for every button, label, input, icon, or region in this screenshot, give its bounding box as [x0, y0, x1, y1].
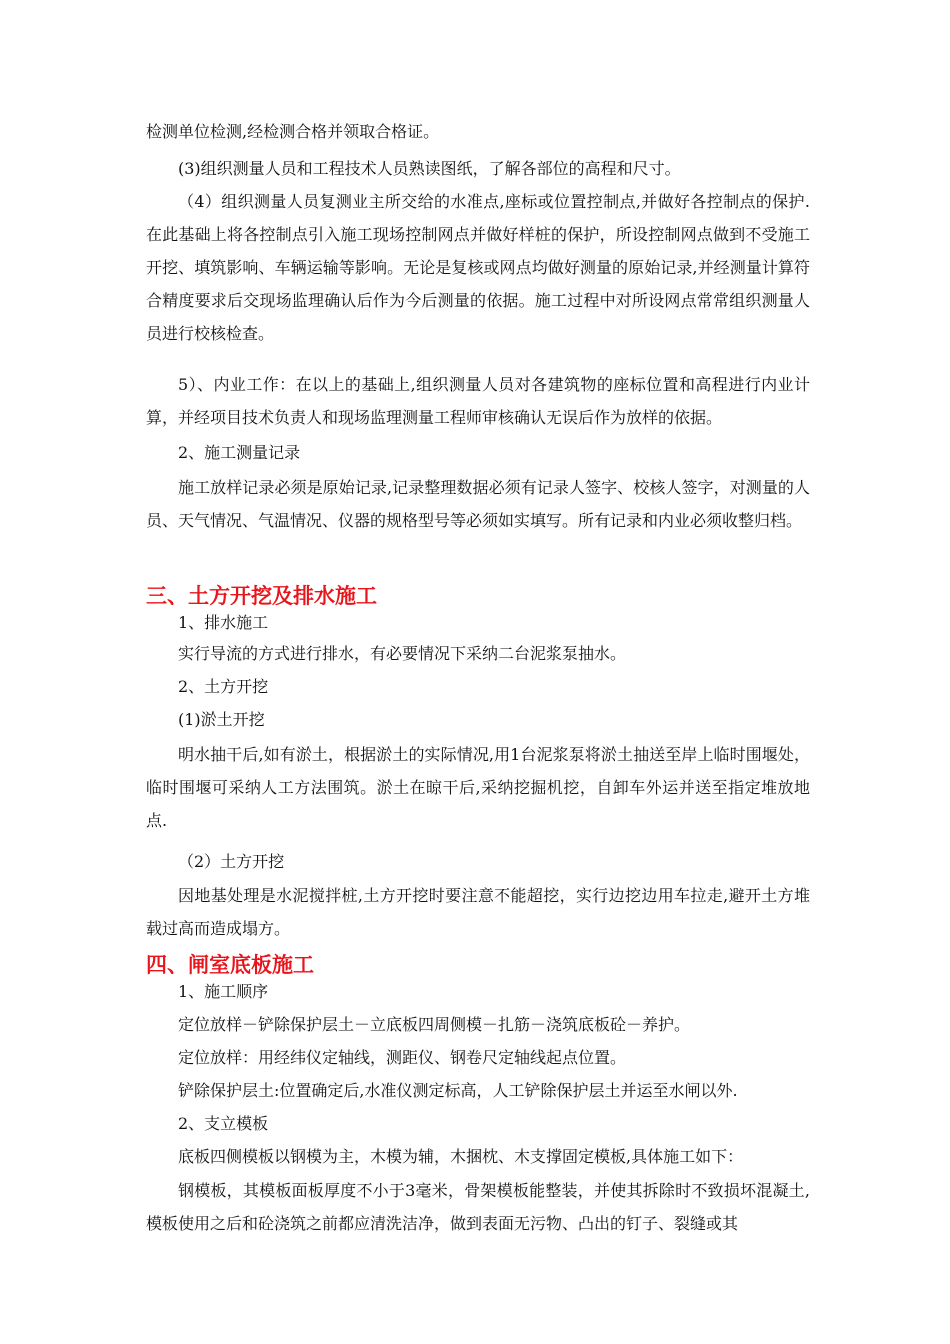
paragraph-silt-title: (1)淤土开挖 — [178, 710, 265, 729]
paragraph-sequence-title: 1、施工顺序 — [178, 982, 269, 1001]
paragraph-read-drawings: (3)组织测量人员和工程技术人员熟读图纸，了解各部位的高程和尺寸。 — [178, 159, 681, 178]
paragraph-formwork-title: 2、支立模板 — [178, 1114, 269, 1133]
paragraph-survey-record-body: 施工放样记录必须是原始记录,记录整理数据必须有记录人签字、校核人签字，对测量的人员、天气情况、气温情况、仪器的规格型号等必须如实填写。所有记录和内业必须收整归档。 — [146, 478, 810, 530]
paragraph-formwork-intro: 底板四侧模板以钢模为主，木模为辅，木捆枕、木支撑固定模板,具体施工如下： — [178, 1147, 744, 1166]
paragraph-drainage-title: 1、排水施工 — [178, 613, 269, 632]
paragraph-earth-excavation-title: （2）土方开挖 — [178, 852, 285, 871]
paragraph-inspection-cert: 检测单位检测,经检测合格并领取合格证。 — [146, 122, 440, 141]
paragraph-excavation-title: 2、土方开挖 — [178, 677, 269, 696]
section-heading-earthwork: 三、土方开挖及排水施工 — [146, 584, 377, 608]
paragraph-positioning: 定位放样：用经纬仪定轴线，测距仪、钢卷尺定轴线起点位置。 — [178, 1048, 627, 1067]
paragraph-silt-body: 明水抽干后,如有淤土，根据淤土的实际情况,用1台泥浆泵将淤土抽送至岸上临时围堰处，临时围堰可采纳人工方法围筑。淤土在晾干后,采纳挖掘机挖，自卸车外运并送至指定堆放地点. — [146, 745, 810, 830]
paragraph-remove-protective-layer: 铲除保护层土:位置确定后,水准仪测定标高，人工铲除保护层土并运至水闸以外. — [178, 1081, 738, 1100]
paragraph-survey-record-title: 2、施工测量记录 — [178, 443, 301, 462]
paragraph-office-work: 5）、内业工作：在以上的基础上,组织测量人员对各建筑物的座标位置和高程进行内业计算，并经项目技术负责人和现场监理测量工程师审核确认无误后作为放样的依据。 — [146, 375, 810, 427]
paragraph-control-points: （4）组织测量人员复测业主所交给的水准点,座标或位置控制点,并做好各控制点的保护.在此基础上将各控制点引入施工现场控制网点并做好样桩的保护，所设控制网点做到不受施工开挖、填筑影响、车辆运输等影响。无论是复核或网点均做好测量的原始记录,并经测量计算符合精度要求后交现场监理确认后作为今后测量的依据。施工过程中对所设网点常常组织测量人员进行校核检查。 — [146, 192, 810, 343]
paragraph-steel-formwork: 钢模板，其模板面板厚度不小于3毫米，骨架模板能整装，并使其拆除时不致损坏混凝土,模板使用之后和砼浇筑之前都应清洗洁净，做到表面无污物、凸出的钉子、裂缝或其 — [146, 1181, 810, 1233]
paragraph-drainage-body: 实行导流的方式进行排水，有必要情况下采纳二台泥浆泵抽水。 — [178, 644, 627, 663]
paragraph-earth-excavation-body: 因地基处理是水泥搅拌桩,土方开挖时要注意不能超挖，实行边挖边用车拉走,避开土方堆载过高而造成塌方。 — [146, 886, 810, 938]
section-heading-floor-slab: 四、闸室底板施工 — [146, 953, 314, 977]
paragraph-sequence-body: 定位放样－铲除保护层土－立底板四周侧模－扎筋－浇筑底板砼－养护。 — [178, 1015, 691, 1034]
